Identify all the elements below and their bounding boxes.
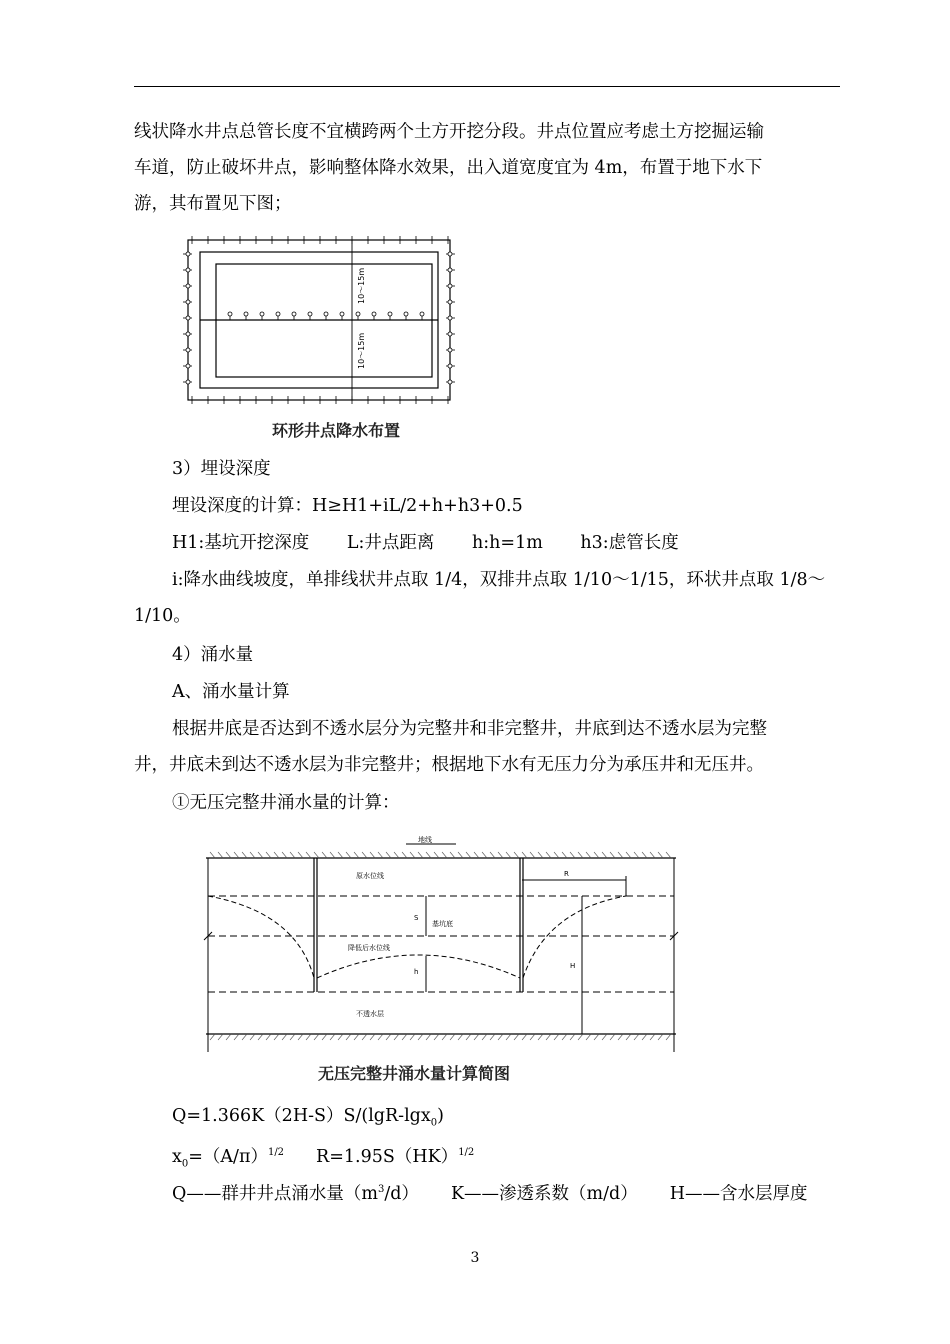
soil-hatch <box>442 852 447 858</box>
soil-hatch <box>242 852 247 858</box>
well-point-mark <box>448 316 452 320</box>
definitions-q <box>172 1178 872 1206</box>
well-point-mark <box>260 312 264 316</box>
soil-hatch <box>386 852 391 858</box>
soil-hatch <box>434 852 439 858</box>
soil-hatch <box>226 1034 231 1040</box>
soil-hatch <box>554 1034 559 1040</box>
well-point-mark <box>448 300 452 304</box>
soil-hatch <box>626 1034 631 1040</box>
paragraph-line: 井，井底未到达不透水层为非完整井；根据地下水有无压力分为承压井和无压井。 <box>134 755 764 775</box>
well-point-mark <box>448 252 452 256</box>
label-s: S <box>414 914 419 922</box>
soil-hatch <box>394 1034 399 1040</box>
soil-hatch <box>522 1034 527 1040</box>
soil-hatch <box>562 852 567 858</box>
soil-hatch <box>650 1034 655 1040</box>
soil-hatch <box>570 1034 575 1040</box>
soil-hatch <box>498 1034 503 1040</box>
soil-hatch <box>282 1034 287 1040</box>
soil-hatch <box>298 1034 303 1040</box>
soil-hatch <box>370 852 375 858</box>
soil-hatch <box>578 852 583 858</box>
soil-hatch <box>378 852 383 858</box>
soil-hatch <box>290 1034 295 1040</box>
soil-hatch <box>250 852 255 858</box>
soil-hatch <box>242 1034 247 1040</box>
soil-hatch <box>402 852 407 858</box>
soil-hatch <box>474 1034 479 1040</box>
label-impervious: 不透水层 <box>356 1010 384 1018</box>
well-point-mark <box>186 316 190 320</box>
soil-hatch <box>234 1034 239 1040</box>
soil-hatch <box>314 1034 319 1040</box>
soil-hatch <box>626 852 631 858</box>
soil-hatch <box>322 852 327 858</box>
soil-hatch <box>346 1034 351 1040</box>
well-point-mark <box>388 312 392 316</box>
soil-hatch <box>538 1034 543 1040</box>
label-lowered-water: 降低后水位线 <box>348 944 390 952</box>
soil-hatch <box>362 1034 367 1040</box>
soil-hatch <box>362 852 367 858</box>
ring-wellpoint-figure <box>182 234 457 406</box>
soil-hatch <box>546 1034 551 1040</box>
well-point-mark <box>186 348 190 352</box>
soil-hatch <box>490 852 495 858</box>
soil-hatch <box>250 1034 255 1040</box>
well-point-mark <box>448 364 452 368</box>
soil-hatch <box>522 852 527 858</box>
soil-hatch <box>370 1034 375 1040</box>
well-point-mark <box>448 348 452 352</box>
soil-hatch <box>610 852 615 858</box>
definitions-line <box>172 531 872 555</box>
soil-hatch <box>530 852 535 858</box>
well-point-mark <box>448 284 452 288</box>
soil-hatch <box>418 852 423 858</box>
soil-hatch <box>314 852 319 858</box>
well-point-mark <box>244 312 248 316</box>
soil-hatch <box>258 1034 263 1040</box>
soil-hatch <box>418 1034 423 1040</box>
soil-hatch <box>306 1034 311 1040</box>
well-point-mark <box>404 312 408 316</box>
soil-hatch <box>394 852 399 858</box>
item-heading: ①无压完整井涌水量的计算： <box>172 793 400 813</box>
soil-hatch <box>450 852 455 858</box>
well-point-mark <box>186 380 190 384</box>
def-h3: h3:虑管长度 <box>580 533 679 553</box>
soil-hatch <box>514 852 519 858</box>
slope-line: i:降水曲线坡度，单排线状井点取 1/4，双排井点取 1/10～1/15，环状井点取 1/8～ <box>172 570 826 590</box>
soil-hatch <box>234 852 239 858</box>
soil-hatch <box>666 1034 671 1040</box>
soil-hatch <box>482 1034 487 1040</box>
soil-hatch <box>346 852 351 858</box>
label-r: R <box>564 870 569 878</box>
soil-hatch <box>378 1034 383 1040</box>
soil-hatch <box>218 852 223 858</box>
soil-hatch <box>410 1034 415 1040</box>
def-l: L:井点距离 <box>346 533 435 553</box>
well-point-mark <box>372 312 376 316</box>
soil-hatch <box>210 852 215 858</box>
soil-hatch <box>650 852 655 858</box>
label-h-large: H <box>570 962 576 970</box>
paragraph-line: 车道，防止破坏井点，影响整体降水效果，出入道宽度宜为 4m，布置于地下水下 <box>134 158 763 178</box>
soil-hatch <box>426 852 431 858</box>
soil-hatch <box>498 852 503 858</box>
well-point-mark <box>308 312 312 316</box>
soil-hatch <box>466 1034 471 1040</box>
soil-hatch <box>354 852 359 858</box>
soil-hatch <box>266 852 271 858</box>
label-pit-bottom: 基坑底 <box>432 920 453 928</box>
soil-hatch <box>282 852 287 858</box>
def-k: K——渗透系数（m/d） <box>450 1183 638 1204</box>
soil-hatch <box>634 852 639 858</box>
soil-hatch <box>466 852 471 858</box>
def-q-end: /d） <box>384 1183 419 1204</box>
slope-line: 1/10。 <box>134 606 191 626</box>
soil-hatch <box>482 852 487 858</box>
soil-hatch <box>618 852 623 858</box>
soil-hatch <box>402 1034 407 1040</box>
soil-hatch <box>426 1034 431 1040</box>
soil-hatch <box>450 1034 455 1040</box>
page-number: 3 <box>470 1250 480 1266</box>
soil-hatch <box>586 1034 591 1040</box>
fig1-dim-bottom: 10～15m <box>357 332 366 369</box>
soil-hatch <box>666 852 671 858</box>
formula-q-body: Q=1.366K（2H-S）S/(lgR-lgx <box>172 1106 431 1126</box>
well-point-mark <box>292 312 296 316</box>
well-point-mark <box>340 312 344 316</box>
well-point-mark <box>186 268 190 272</box>
soil-hatch <box>514 1034 519 1040</box>
soil-hatch <box>258 852 263 858</box>
formula-r-exp: 1/2 <box>458 1147 475 1158</box>
def-hh: H——含水层厚度 <box>669 1183 808 1204</box>
label-original-water: 原水位线 <box>356 872 384 880</box>
soil-hatch <box>266 1034 271 1040</box>
fig2-caption: 无压完整井涌水量计算简图 <box>318 1064 511 1083</box>
def-h1: H1:基坑开挖深度 <box>172 533 310 553</box>
well-point-mark <box>186 332 190 336</box>
soil-hatch <box>338 1034 343 1040</box>
well-point-mark <box>448 380 452 384</box>
header-rule <box>134 86 840 87</box>
soil-hatch <box>330 1034 335 1040</box>
soil-hatch <box>594 1034 599 1040</box>
soil-hatch <box>602 852 607 858</box>
formula-x0-r <box>172 1141 872 1176</box>
well-point-mark <box>186 300 190 304</box>
soil-hatch <box>570 852 575 858</box>
soil-hatch <box>330 852 335 858</box>
well-point-mark <box>420 312 424 316</box>
well-point-mark <box>356 312 360 316</box>
soil-hatch <box>658 852 663 858</box>
soil-hatch <box>210 1034 215 1040</box>
soil-hatch <box>298 852 303 858</box>
label-ground: 地线 <box>418 836 432 844</box>
soil-hatch <box>594 852 599 858</box>
soil-hatch <box>602 1034 607 1040</box>
soil-hatch <box>442 1034 447 1040</box>
paragraph-line: 游，其布置见下图； <box>134 194 292 214</box>
soil-hatch <box>538 852 543 858</box>
section-heading: 4）涌水量 <box>172 645 254 665</box>
soil-hatch <box>634 1034 639 1040</box>
fig1-caption: 环形井点降水布置 <box>272 421 401 440</box>
def-h: h:h=1m <box>471 533 543 553</box>
well-point-mark <box>186 364 190 368</box>
soil-hatch <box>226 852 231 858</box>
well-point-mark <box>186 252 190 256</box>
well-point-mark <box>186 284 190 288</box>
formula-q <box>172 1104 872 1136</box>
label-h-small: h <box>414 968 419 976</box>
soil-hatch <box>458 1034 463 1040</box>
formula-x0-var: x <box>172 1146 182 1167</box>
formula-x0-exp: 1/2 <box>267 1147 285 1158</box>
well-point-mark <box>324 312 328 316</box>
soil-hatch <box>290 852 295 858</box>
soil-hatch <box>506 852 511 858</box>
def-q: Q——群井井点涌水量（m <box>172 1183 378 1204</box>
soil-hatch <box>218 1034 223 1040</box>
well-point-mark <box>228 312 232 316</box>
soil-hatch <box>322 1034 327 1040</box>
depth-formula: 埋设深度的计算：H≥H1+iL/2+h+h3+0.5 <box>172 496 523 516</box>
soil-hatch <box>658 1034 663 1040</box>
soil-hatch <box>274 1034 279 1040</box>
soil-hatch <box>610 1034 615 1040</box>
formula-x0-sub: 0 <box>181 1158 189 1170</box>
soil-hatch <box>506 1034 511 1040</box>
def-q-exp: 3 <box>377 1184 385 1195</box>
formula-x0-body: =（A/π） <box>188 1146 268 1167</box>
paragraph-line: 根据井底是否达到不透水层分为完整井和非完整井，井底到达不透水层为完整 <box>172 719 767 739</box>
subsection-heading: A、涌水量计算 <box>172 682 290 702</box>
soil-hatch <box>578 1034 583 1040</box>
formula-r-body: R=1.95S（HK） <box>316 1146 459 1167</box>
soil-hatch <box>306 852 311 858</box>
soil-hatch <box>338 852 343 858</box>
paragraph-line: 线状降水井点总管长度不宜横跨两个土方开挖分段。井点位置应考虑土方挖掘运输 <box>134 122 764 142</box>
soil-hatch <box>642 852 647 858</box>
well-point-mark <box>448 268 452 272</box>
soil-hatch <box>562 1034 567 1040</box>
fig1-dim-top: 10～15m <box>357 267 366 304</box>
formula-q-sub: 0 <box>430 1117 438 1129</box>
well-point-mark <box>448 332 452 336</box>
soil-hatch <box>618 1034 623 1040</box>
soil-hatch <box>474 852 479 858</box>
soil-hatch <box>410 852 415 858</box>
soil-hatch <box>434 1034 439 1040</box>
soil-hatch <box>642 1034 647 1040</box>
soil-hatch <box>458 852 463 858</box>
well-point-mark <box>276 312 280 316</box>
formula-q-end: ) <box>437 1106 444 1126</box>
section-heading: 3）埋设深度 <box>172 459 271 479</box>
soil-hatch <box>386 1034 391 1040</box>
soil-hatch <box>490 1034 495 1040</box>
soil-hatch <box>586 852 591 858</box>
unconfined-well-figure <box>186 832 692 1056</box>
soil-hatch <box>546 852 551 858</box>
soil-hatch <box>530 1034 535 1040</box>
soil-hatch <box>554 852 559 858</box>
soil-hatch <box>274 852 279 858</box>
soil-hatch <box>354 1034 359 1040</box>
